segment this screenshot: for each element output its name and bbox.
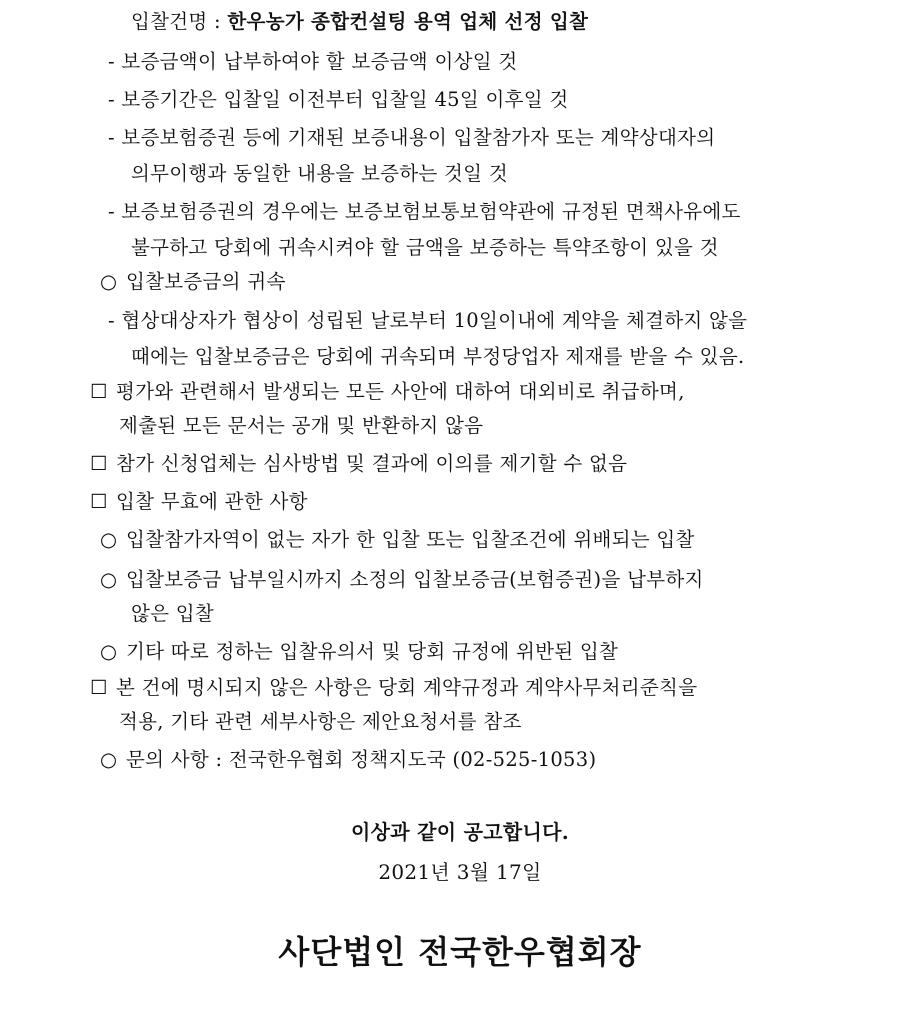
guarantee-condition-item: [108, 124, 715, 152]
circle-bullet-icon: ○: [100, 528, 118, 551]
other-matters-text: 적용, 기타 관련 세부사항은 제안요청서를 참조: [119, 710, 522, 733]
guarantee-condition-text: 불구하고 당회에 귀속시켜야 할 금액을 보증하는 특약조항이 있을 것: [131, 236, 719, 259]
evaluation-text: 평가와 관련해서 발생되는 모든 사안에 대하여 대외비로 취급하며,: [116, 380, 685, 403]
inquiry-text: 문의 사항 : 전국한우협회 정책지도국 (02-525-1053): [126, 748, 597, 771]
bid-name-line: [131, 8, 588, 36]
invalid-bid-text: 입찰참가자역이 없는 자가 한 입찰 또는 입찰조건에 위배되는 입찰: [126, 528, 695, 551]
checkbox-icon: ☐: [90, 380, 108, 403]
closing-statement: 이상과 같이 공고합니다.: [351, 820, 569, 844]
forfeit-text: 협상대상자가 협상이 성립된 날로부터 10일이내에 계약을 체결하지 않을: [121, 309, 748, 332]
evaluation-item: [90, 378, 685, 406]
dash-marker: -: [108, 50, 115, 73]
guarantee-condition-continuation: [131, 160, 508, 188]
forfeit-heading-text: 입찰보증금의 귀속: [126, 270, 286, 293]
objection-item: [90, 450, 627, 478]
bid-name-value: 한우농가 종합컨설팅 용역 업체 선정 입찰: [227, 10, 589, 33]
invalid-bids-heading-text: 입찰 무효에 관한 사항: [116, 490, 308, 513]
forfeit-heading: [100, 268, 286, 296]
invalid-bids-heading: [90, 488, 308, 516]
signature-title: 사단법인 전국한우협회장: [278, 933, 642, 971]
invalid-bid-text: 입찰보증금 납부일시까지 소정의 입찰보증금(보험증권)을 납부하지: [126, 568, 704, 591]
invalid-bid-item: [100, 566, 704, 594]
guarantee-condition-text: 보증기간은 입찰일 이전부터 입찰일 45일 이후일 것: [121, 88, 569, 111]
invalid-bid-text: 기타 따로 정하는 입찰유의서 및 당회 규정에 위반된 입찰: [126, 640, 619, 663]
other-matters-text: 본 건에 명시되지 않은 사항은 당회 계약규정과 계약사무처리준칙을: [116, 676, 698, 699]
other-matters-continuation: [119, 708, 522, 736]
forfeit-text: 때에는 입찰보증금은 당회에 귀속되며 부정당업자 제재를 받을 수 있음.: [131, 345, 745, 368]
circle-bullet-icon: ○: [100, 270, 118, 293]
invalid-bid-item: [100, 526, 695, 554]
circle-bullet-icon: ○: [100, 640, 118, 663]
circle-bullet-icon: ○: [100, 748, 118, 771]
guarantee-condition-text: 의무이행과 동일한 내용을 보증하는 것일 것: [131, 162, 508, 185]
checkbox-icon: ☐: [90, 676, 108, 699]
guarantee-condition-text: 보증보험증권 등에 기재된 보증내용이 입찰참가자 또는 계약상대자의: [121, 126, 716, 149]
dash-marker: -: [108, 200, 115, 223]
guarantee-condition-item: [108, 198, 741, 226]
checkbox-icon: ☐: [90, 490, 108, 513]
invalid-bid-item: [100, 638, 618, 666]
other-matters-item: [90, 674, 697, 702]
forfeit-continuation: [131, 343, 744, 371]
guarantee-condition-item: [108, 86, 569, 114]
dash-marker: -: [108, 88, 115, 111]
guarantee-condition-continuation: [131, 234, 719, 262]
forfeit-item: [108, 307, 747, 335]
guarantee-condition-text: 보증금액이 납부하여야 할 보증금액 이상일 것: [121, 50, 518, 73]
guarantee-condition-text: 보증보험증권의 경우에는 보증보험보통보험약관에 규정된 면책사유에도: [121, 200, 741, 223]
checkbox-icon: ☐: [90, 452, 108, 475]
objection-text: 참가 신청업체는 심사방법 및 결과에 이의를 제기할 수 없음: [116, 452, 628, 475]
invalid-bid-text: 않은 입찰: [131, 602, 215, 625]
notice-date: 2021년 3월 17일: [378, 860, 542, 884]
guarantee-condition-item: [108, 48, 518, 76]
invalid-bid-continuation: [131, 600, 214, 628]
evaluation-text: 제출된 모든 문서는 공개 및 반환하지 않음: [119, 414, 484, 437]
inquiry-item: [100, 746, 596, 774]
bid-name-label: 입찰건명 :: [131, 10, 228, 33]
evaluation-continuation: [119, 412, 483, 440]
circle-bullet-icon: ○: [100, 568, 118, 591]
dash-marker: -: [108, 126, 115, 149]
dash-marker: -: [108, 309, 115, 332]
